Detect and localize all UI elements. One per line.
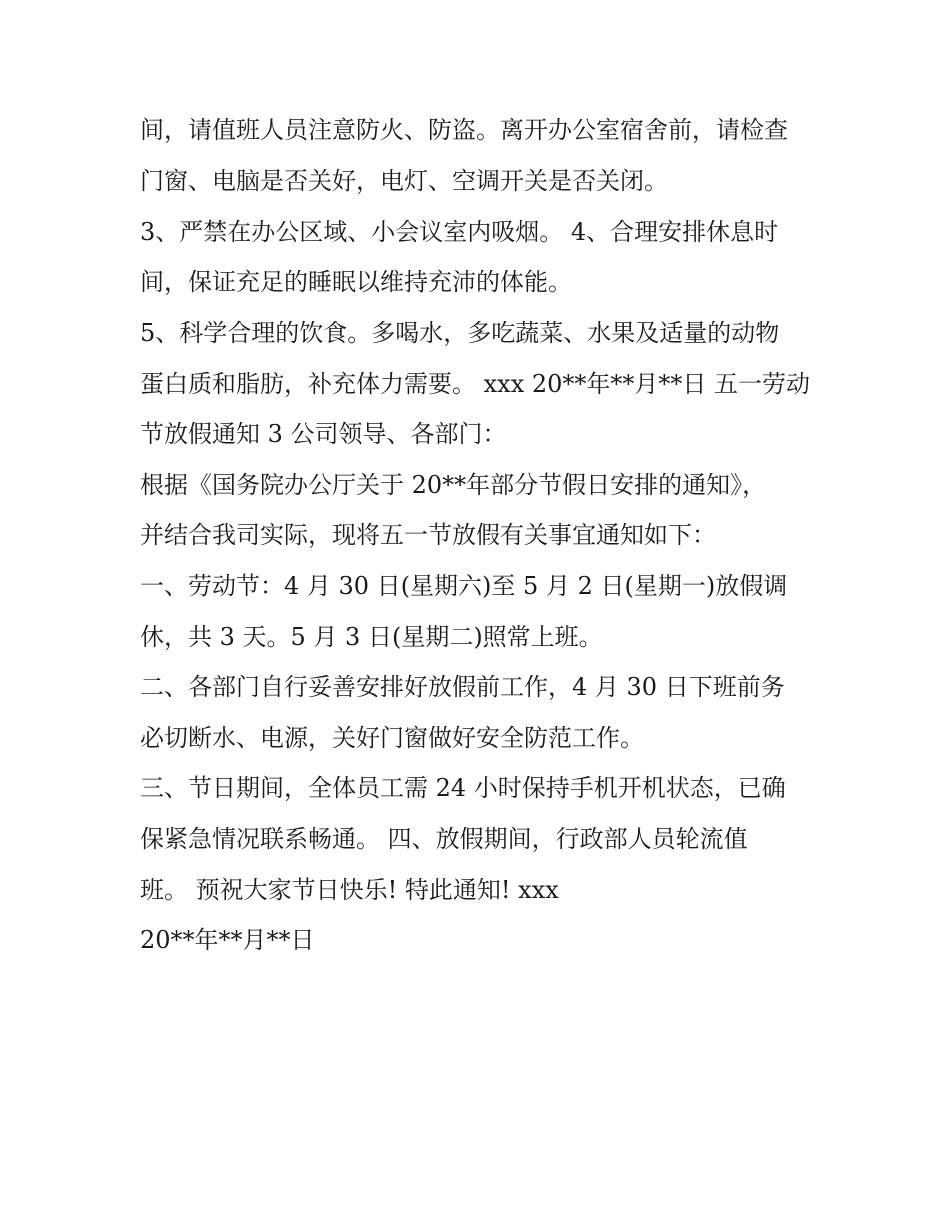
text-line: 并结合我司实际，现将五一节放假有关事宜通知如下： bbox=[140, 521, 716, 549]
text-line: 保紧急情况联系畅通。 四、放假期间，行政部人员轮流值 bbox=[140, 825, 748, 853]
text-line: 班。 预祝大家节日快乐! 特此通知! xxx bbox=[140, 876, 559, 904]
text-line: 根据《国务院办公厅关于 20**年部分节假日安排的通知》， bbox=[140, 471, 767, 499]
text-line: 二、各部门自行妥善安排好放假前工作，4 月 30 日下班前务 bbox=[140, 673, 785, 701]
text-line: 休，共 3 天。5 月 3 日(星期二)照常上班。 bbox=[140, 623, 603, 651]
text-line: 节放假通知 3 公司领导、各部门： bbox=[140, 420, 507, 448]
text-line: 三、节日期间，全体员工需 24 小时保持手机开机状态，已确 bbox=[140, 774, 786, 802]
text-line: 门窗、电脑是否关好，电灯、空调开关是否关闭。 bbox=[140, 167, 668, 195]
text-line: 间，请值班人员注意防火、防盗。离开办公室宿舍前，请检查 bbox=[140, 116, 788, 144]
text-line: 5、科学合理的饮食。多喝水，多吃蔬菜、水果及适量的动物 bbox=[140, 319, 780, 347]
text-line: 蛋白质和脂肪，补充体力需要。 xxx 20**年**月**日 五一劳动 bbox=[140, 370, 811, 398]
text-line: 间，保证充足的睡眠以维持充沛的体能。 bbox=[140, 268, 572, 296]
text-line: 必切断水、电源，关好门窗做好安全防范工作。 bbox=[140, 724, 644, 752]
text-line: 一、劳动节：4 月 30 日(星期六)至 5 月 2 日(星期一)放假调 bbox=[140, 572, 788, 600]
date-line: 20**年**月**日 bbox=[140, 926, 315, 954]
text-line: 3、严禁在办公区域、小会议室内吸烟。 4、合理安排休息时 bbox=[140, 218, 779, 246]
